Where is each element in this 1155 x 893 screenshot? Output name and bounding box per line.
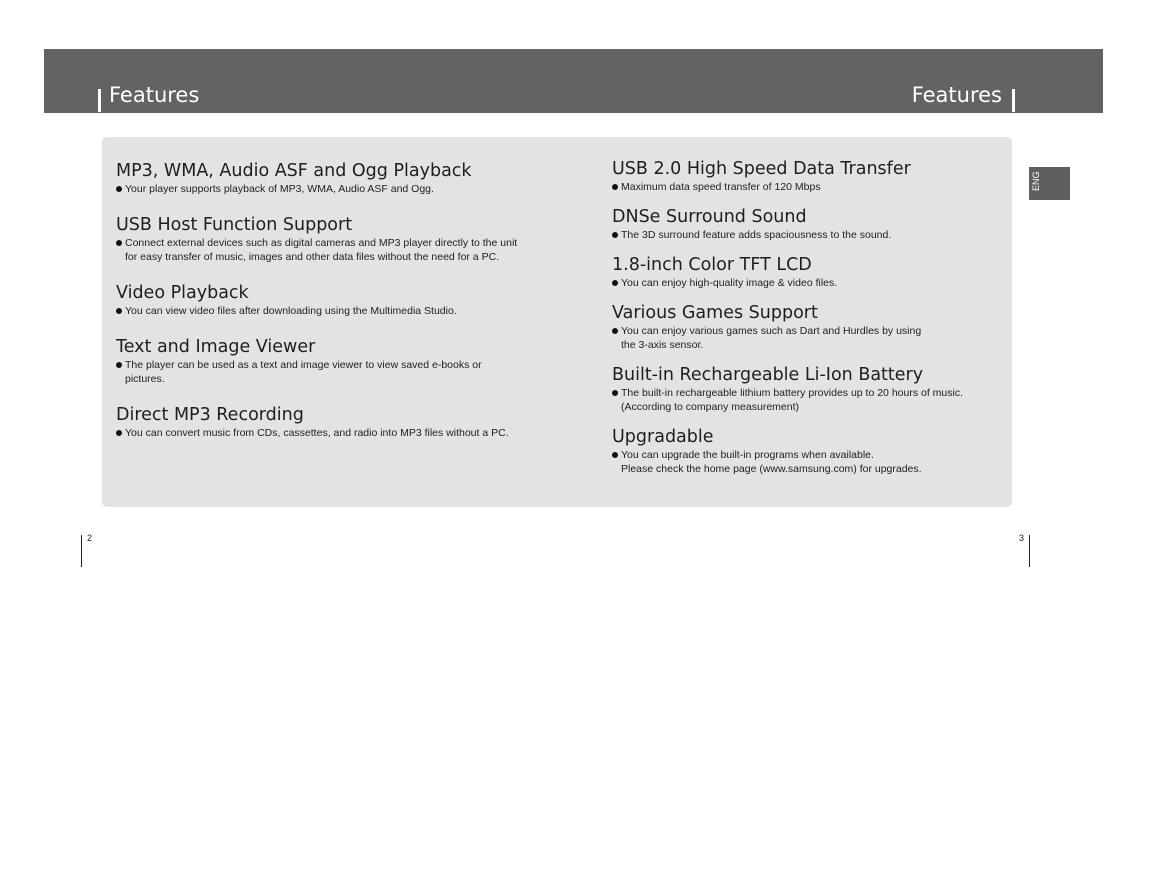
feature-title: USB 2.0 High Speed Data Transfer [612, 159, 911, 179]
feature-title: DNSe Surround Sound [612, 207, 807, 227]
feature-tft-lcd [612, 254, 1002, 290]
feature-title: USB Host Function Support [116, 215, 353, 235]
feature-description [116, 236, 526, 264]
description-line: The built-in rechargeable lithium battery provides up to 20 hours of music. [621, 387, 964, 399]
feature-battery [612, 364, 1002, 414]
page-number-right: 3 [1019, 533, 1025, 543]
feature-video-playback [116, 282, 526, 318]
feature-description [612, 448, 1002, 476]
feature-description [612, 228, 1002, 242]
feature-description [612, 180, 1002, 194]
page-number-rule-left [81, 535, 82, 567]
description-line: Connect external devices such as digital cameras and MP3 player directly to the unit [125, 237, 518, 249]
feature-description [116, 426, 526, 440]
feature-description [612, 324, 1002, 352]
description-line: You can enjoy high-quality image & video files. [621, 277, 838, 289]
bullet-icon [116, 362, 122, 368]
description-line: Maximum data speed transfer of 120 Mbps [621, 181, 821, 193]
description-line: The 3D surround feature adds spaciousness to the sound. [621, 229, 892, 241]
description-line: (According to company measurement) [621, 401, 799, 413]
bullet-icon [612, 390, 618, 396]
feature-games-support [612, 302, 1002, 352]
feature-description [612, 386, 1002, 414]
description-line: You can upgrade the built-in programs when available. [621, 449, 874, 461]
feature-description [116, 182, 526, 196]
description-line: You can enjoy various games such as Dart and Hurdles by using [621, 325, 922, 337]
bullet-icon [612, 328, 618, 334]
description-line: Please check the home page (www.samsung.com) for upgrades. [621, 463, 922, 475]
feature-title: Built-in Rechargeable Li-Ion Battery [612, 365, 924, 385]
header-accent-bar-left [98, 89, 101, 112]
feature-usb-transfer [612, 158, 1002, 194]
page-number-left: 2 [87, 533, 93, 543]
feature-title: Various Games Support [612, 303, 818, 323]
feature-dnse-surround [612, 206, 1002, 242]
description-line: the 3-axis sensor. [621, 339, 704, 351]
feature-description [116, 358, 526, 386]
features-panel [102, 137, 1012, 507]
feature-text-image-viewer [116, 336, 526, 386]
header-title-left: Features [109, 83, 200, 107]
description-line: for easy transfer of music, images and other data files without the need for a PC. [125, 251, 500, 263]
feature-title: Upgradable [612, 427, 714, 447]
feature-title: Direct MP3 Recording [116, 405, 304, 425]
description-line: You can convert music from CDs, cassettes, and radio into MP3 files without a PC. [125, 427, 509, 439]
language-tab-label: ENG [1031, 171, 1041, 191]
bullet-icon [612, 280, 618, 286]
feature-mp3-recording [116, 404, 526, 440]
feature-upgradable [612, 426, 1002, 476]
bullet-icon [116, 240, 122, 246]
header-title-right: Features [911, 83, 1002, 107]
language-tab [1029, 167, 1070, 200]
feature-title: 1.8-inch Color TFT LCD [612, 255, 812, 275]
bullet-icon [612, 232, 618, 238]
feature-description [612, 276, 1002, 290]
feature-usb-host [116, 214, 526, 264]
bullet-icon [612, 452, 618, 458]
description-line: The player can be used as a text and image viewer to view saved e-books or [125, 359, 482, 371]
feature-description [116, 304, 526, 318]
header-accent-bar-right [1012, 89, 1015, 112]
bullet-icon [612, 184, 618, 190]
description-line: You can view video files after downloading using the Multimedia Studio. [125, 305, 457, 317]
bullet-icon [116, 308, 122, 314]
bullet-icon [116, 186, 122, 192]
feature-mp3-playback [116, 160, 526, 196]
bullet-icon [116, 430, 122, 436]
feature-title: MP3, WMA, Audio ASF and Ogg Playback [116, 161, 472, 181]
page-header [44, 49, 1103, 113]
description-line: pictures. [125, 373, 165, 385]
page-number-rule-right [1029, 535, 1030, 567]
feature-title: Video Playback [116, 283, 249, 303]
feature-title: Text and Image Viewer [116, 337, 316, 357]
description-line: Your player supports playback of MP3, WMA, Audio ASF and Ogg. [125, 183, 434, 195]
